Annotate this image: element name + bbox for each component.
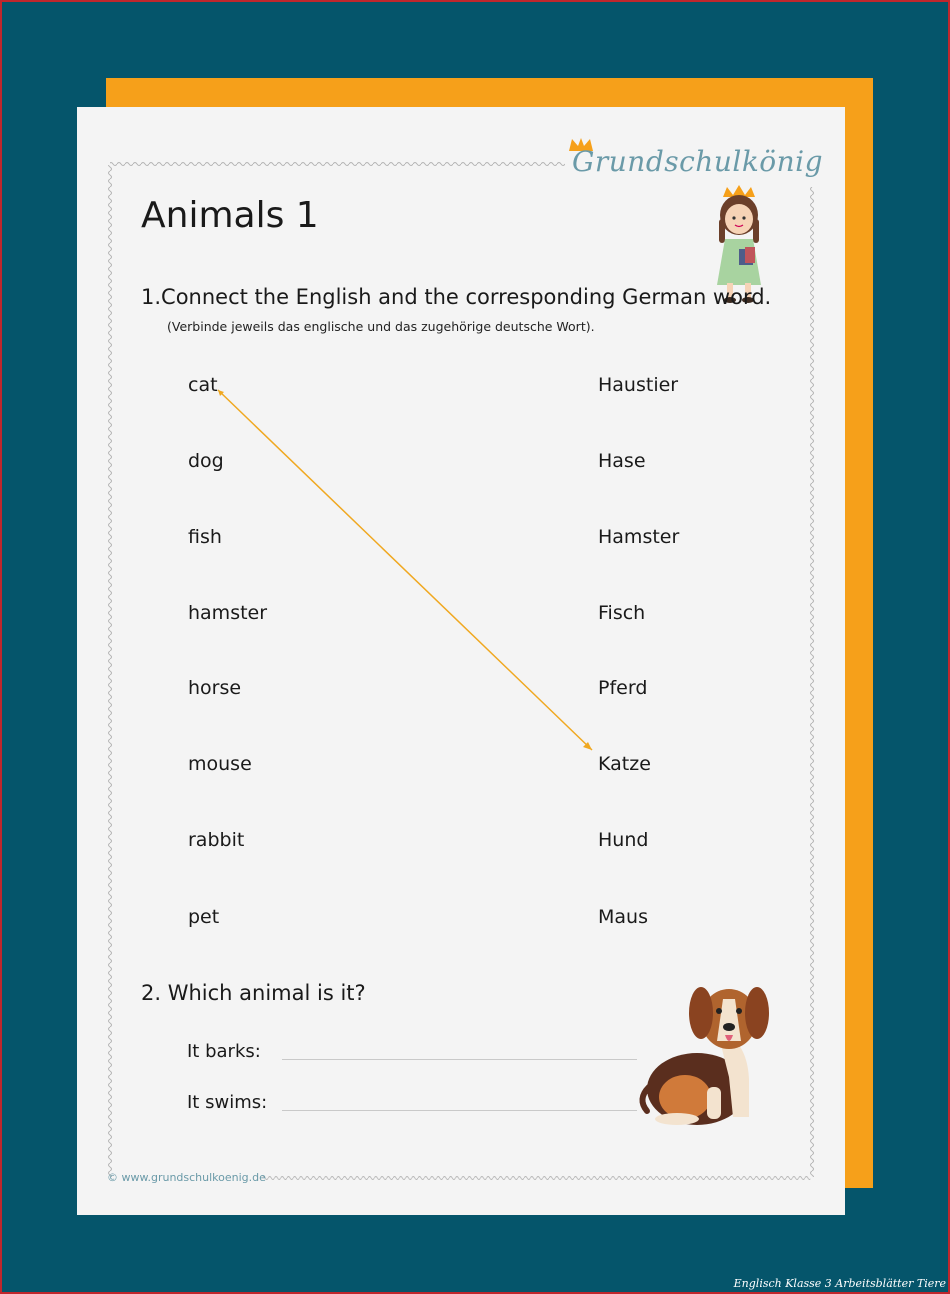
german-word[interactable]: Hase (598, 450, 646, 472)
german-word[interactable]: Katze (598, 753, 651, 775)
clue-barks: It barks: (187, 1041, 261, 1062)
german-word[interactable]: Hund (598, 829, 649, 851)
german-word[interactable]: Maus (598, 906, 648, 928)
clue-swims: It swims: (187, 1092, 268, 1113)
english-word[interactable]: cat (188, 374, 218, 396)
english-word[interactable]: rabbit (188, 829, 245, 851)
worksheet (77, 107, 845, 1215)
english-word[interactable]: pet (188, 906, 220, 928)
task1-heading: 1.Connect the English and the corresponding German word. (141, 285, 772, 309)
english-word[interactable]: fish (188, 526, 222, 548)
page-title: Animals 1 (141, 195, 319, 236)
english-word[interactable]: hamster (188, 602, 268, 624)
answer-line-barks[interactable] (282, 1059, 637, 1060)
german-word[interactable]: Haustier (598, 374, 679, 396)
english-word[interactable]: mouse (188, 753, 252, 775)
image-caption: Englisch Klasse 3 Arbeitsblätter Tiere (733, 1277, 946, 1290)
answer-line-swims[interactable] (282, 1110, 637, 1111)
brand-logo: Grundschulkönig (572, 145, 824, 178)
footer-url[interactable]: © www.grundschulkoenig.de (107, 1171, 266, 1184)
task1-subheading: (Verbinde jeweils das englische und das zugehörige deutsche Wort). (167, 319, 595, 334)
german-word[interactable]: Pferd (598, 677, 648, 699)
german-word[interactable]: Hamster (598, 526, 680, 548)
english-word[interactable]: dog (188, 450, 224, 472)
german-word[interactable]: Fisch (598, 602, 646, 624)
english-word[interactable]: horse (188, 677, 242, 699)
task2-heading: 2. Which animal is it? (141, 981, 366, 1005)
dog-illustration (637, 969, 777, 1129)
